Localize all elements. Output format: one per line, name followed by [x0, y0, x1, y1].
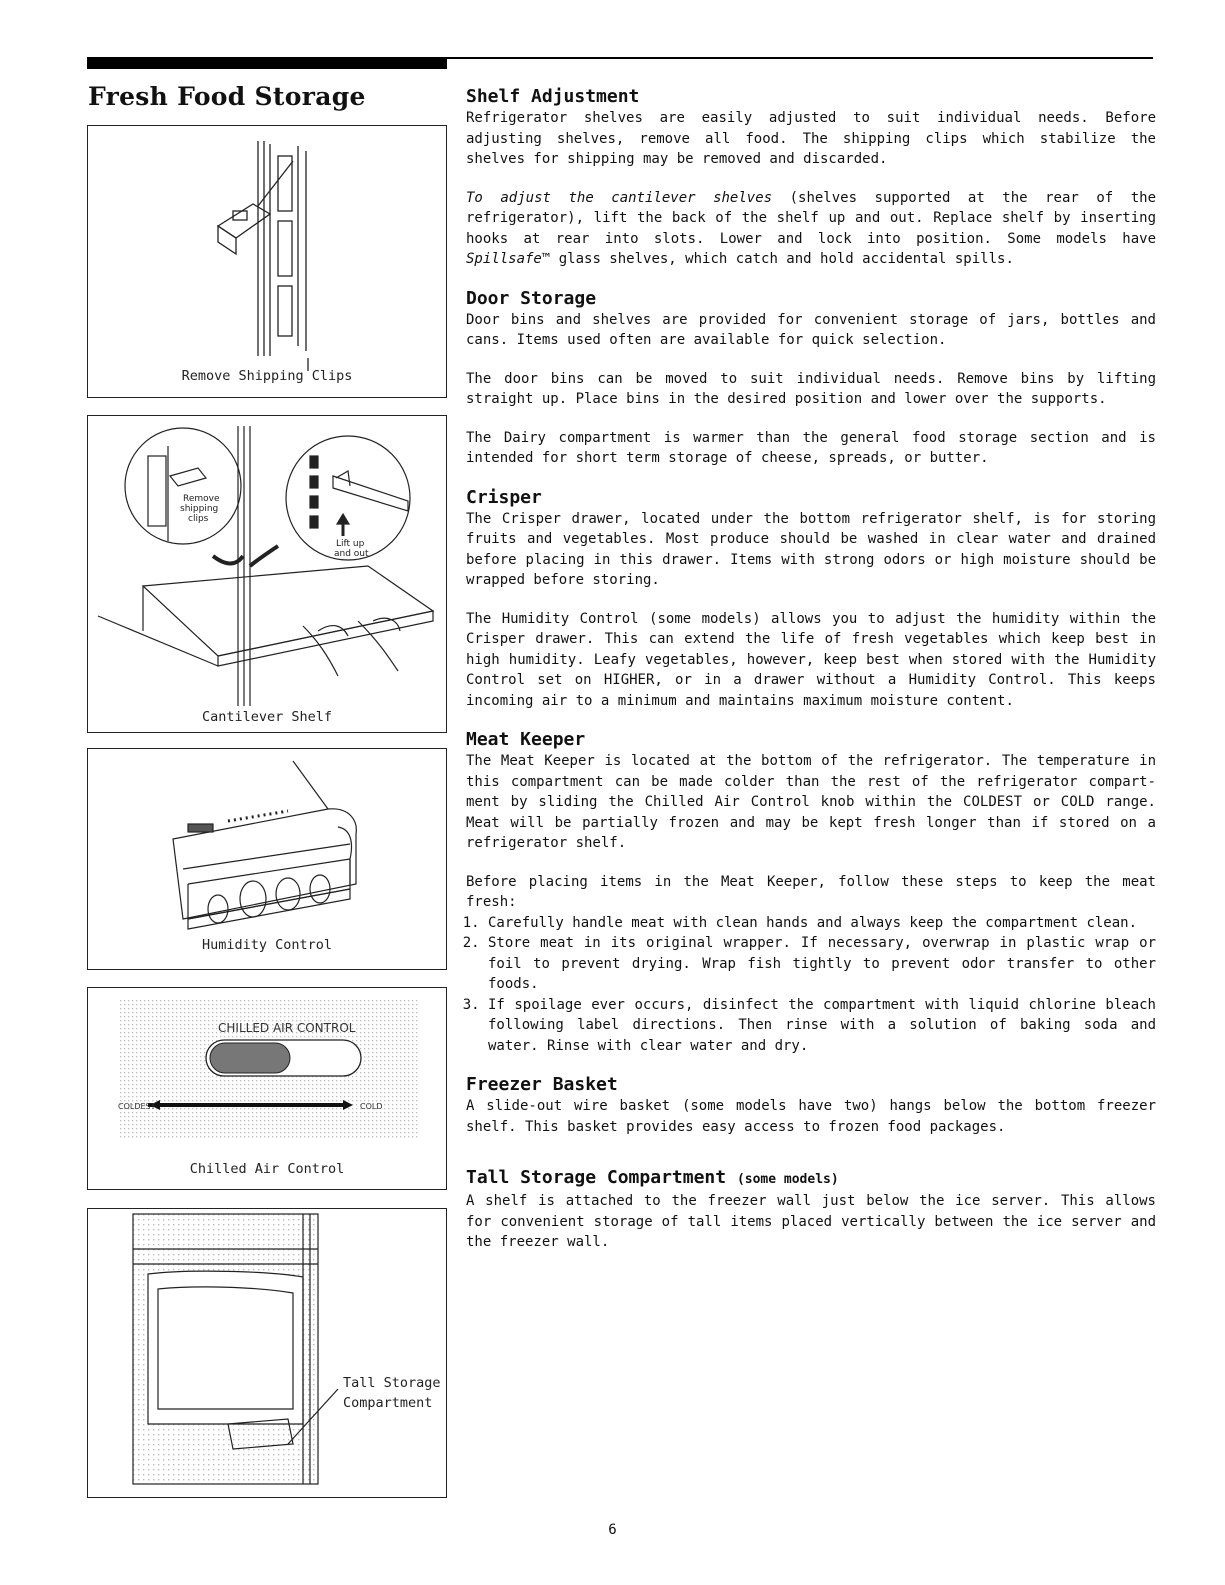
heading-freezer-basket: Freezer Basket	[466, 1074, 618, 1095]
chilled-air-panel-label: CHILLED AIR CONTROL	[218, 1021, 356, 1035]
coldest-label: COLDEST	[118, 1102, 156, 1111]
label-and-out: and out	[334, 549, 369, 559]
meat-paragraph-2: Before placing items in the Meat Keeper, follow these steps to keep the meat fresh:	[466, 873, 1156, 910]
heading-meat-keeper: Meat Keeper	[466, 729, 586, 750]
tall-storage-heading-sub: (some models)	[736, 1172, 839, 1187]
door-paragraph-3: The Dairy compartment is warmer than the general food storage section and is intended for short term storage of cheese, spreads, or butter.	[466, 429, 1156, 466]
shelf-p2-brand: Spillsafe™	[466, 251, 551, 267]
figure-humidity-control	[87, 748, 447, 970]
tall-storage-paragraph-1: A shelf is attached to the freezer wall just below the ice server. This allows for convenient storage of tall items placed vertically between the ice server and the freezer wall.	[466, 1193, 1156, 1250]
shelf-p2-mid: (shelves supported at the rear of the refrigerator), lift the back of the shelf up and out. Replace shelf by inserting hooks at rear into slots. Lower and lock into position. Some models have	[466, 189, 1156, 247]
tall-storage-label-1: Tall Storage	[343, 1375, 441, 1391]
meat-steps-list	[466, 913, 1156, 1057]
shelf-p2-lead: To adjust the cantilever shelves	[466, 189, 773, 206]
meat-step: 1. Carefully handle meat with clean hands and always keep the compartment clean.	[488, 913, 1156, 934]
text-column	[466, 86, 1156, 1253]
label-lift-up: Lift up	[336, 539, 365, 549]
figure-tall-storage	[87, 1208, 447, 1498]
figure-caption: Humidity Control	[201, 937, 333, 953]
header-rule-thin	[447, 57, 1153, 59]
crisper-paragraph-1: The Crisper drawer, located under the bottom refrigerator shelf, is for storing fruits and vegetables. Most produce should be washed in clear water and drained before placing in this drawer. Items with strong odors or high moisture should be wrapped before storing.	[466, 510, 1156, 588]
figure-caption: Chilled Air Control	[189, 1161, 345, 1177]
shelf-paragraph-1: Refrigerator shelves are easily adjusted to suit individual needs. Before adjusting shelves, remove all food. The shipping clips which stabilize the shelves for shipping may be removed and discarded.	[466, 110, 1156, 167]
freezer-paragraph-1: A slide-out wire basket (some models have two) hangs below the bottom freezer shelf. This basket provides easy access to frozen food packages.	[466, 1098, 1156, 1135]
figure-caption: Remove Shipping Clips	[181, 368, 353, 384]
door-paragraph-2: The door bins can be moved to suit individual needs. Remove bins by lifting straight up. Place bins in the desired position and lower over the supports.	[466, 370, 1156, 407]
tall-storage-illustration	[88, 1209, 446, 1497]
label-remove: Remove	[183, 494, 220, 504]
heading-door-storage: Door Storage	[466, 287, 597, 309]
figure-chilled-air-control	[87, 987, 447, 1190]
crisper-paragraph-2: The Humidity Control (some models) allows you to adjust the humidity within the Crisper drawer. This can extend the life of fresh vegetables which keep best in high humidity. Leafy vegetables, however, keep best when stored with the Humidity Control set on HIGHER, or in a drawer without a Humidity Control. This keeps incoming air to a minimum and maintains maximum moisture content.	[466, 610, 1156, 709]
page-number: 6	[608, 1522, 617, 1538]
shelf-paragraph-2	[466, 188, 1156, 270]
shipping-clip-illustration	[88, 126, 446, 397]
figure-cantilever-shelf	[87, 415, 447, 733]
header-rule-thick	[87, 57, 447, 69]
meat-step: 2. Store meat in its original wrapper. If necessary, overwrap in plastic wrap or foil to prevent drying. Wrap fish tightly to prevent odor transfer to other foods.	[488, 933, 1156, 995]
cold-label: COLD	[360, 1102, 383, 1111]
heading-shelf-adjustment: Shelf Adjustment	[466, 86, 640, 107]
chilled-air-control-illustration	[88, 988, 446, 1189]
figure-remove-shipping-clips	[87, 125, 447, 398]
label-clips: clips	[188, 514, 209, 524]
heading-tall-storage	[466, 1167, 1156, 1191]
humidity-control-illustration	[88, 749, 446, 969]
cantilever-shelf-illustration	[88, 416, 446, 732]
meat-step: 3. If spoilage ever occurs, disinfect the compartment with liquid chlorine bleach following label directions. Then rinse with a solution of baking soda and water. Rinse with clear water and dry.	[488, 995, 1156, 1057]
tall-storage-label-2: Compartment	[343, 1395, 433, 1411]
heading-crisper: Crisper	[466, 486, 542, 508]
figure-caption: Cantilever Shelf	[201, 709, 333, 725]
shelf-p2-tail: glass shelves, which catch and hold accidental spills.	[550, 251, 1014, 267]
label-shipping: shipping	[180, 504, 219, 514]
meat-paragraph-1: The Meat Keeper is located at the bottom of the refrigerator. The temperature in this compartment can be made colder than the rest of the refrigerator compart-ment by sliding the Chilled Air Control knob within the COLDEST or COLD range. Meat will be partially frozen and may be kept fresh longer than if stored on a refrigerator shelf.	[466, 753, 1156, 851]
page-title: Fresh Food Storage	[88, 82, 366, 111]
door-paragraph-1: Door bins and shelves are provided for convenient storage of jars, bottles and cans. Items used often are available for quick selection.	[466, 311, 1156, 348]
tall-storage-heading-main: Tall Storage Compartment	[466, 1167, 727, 1188]
